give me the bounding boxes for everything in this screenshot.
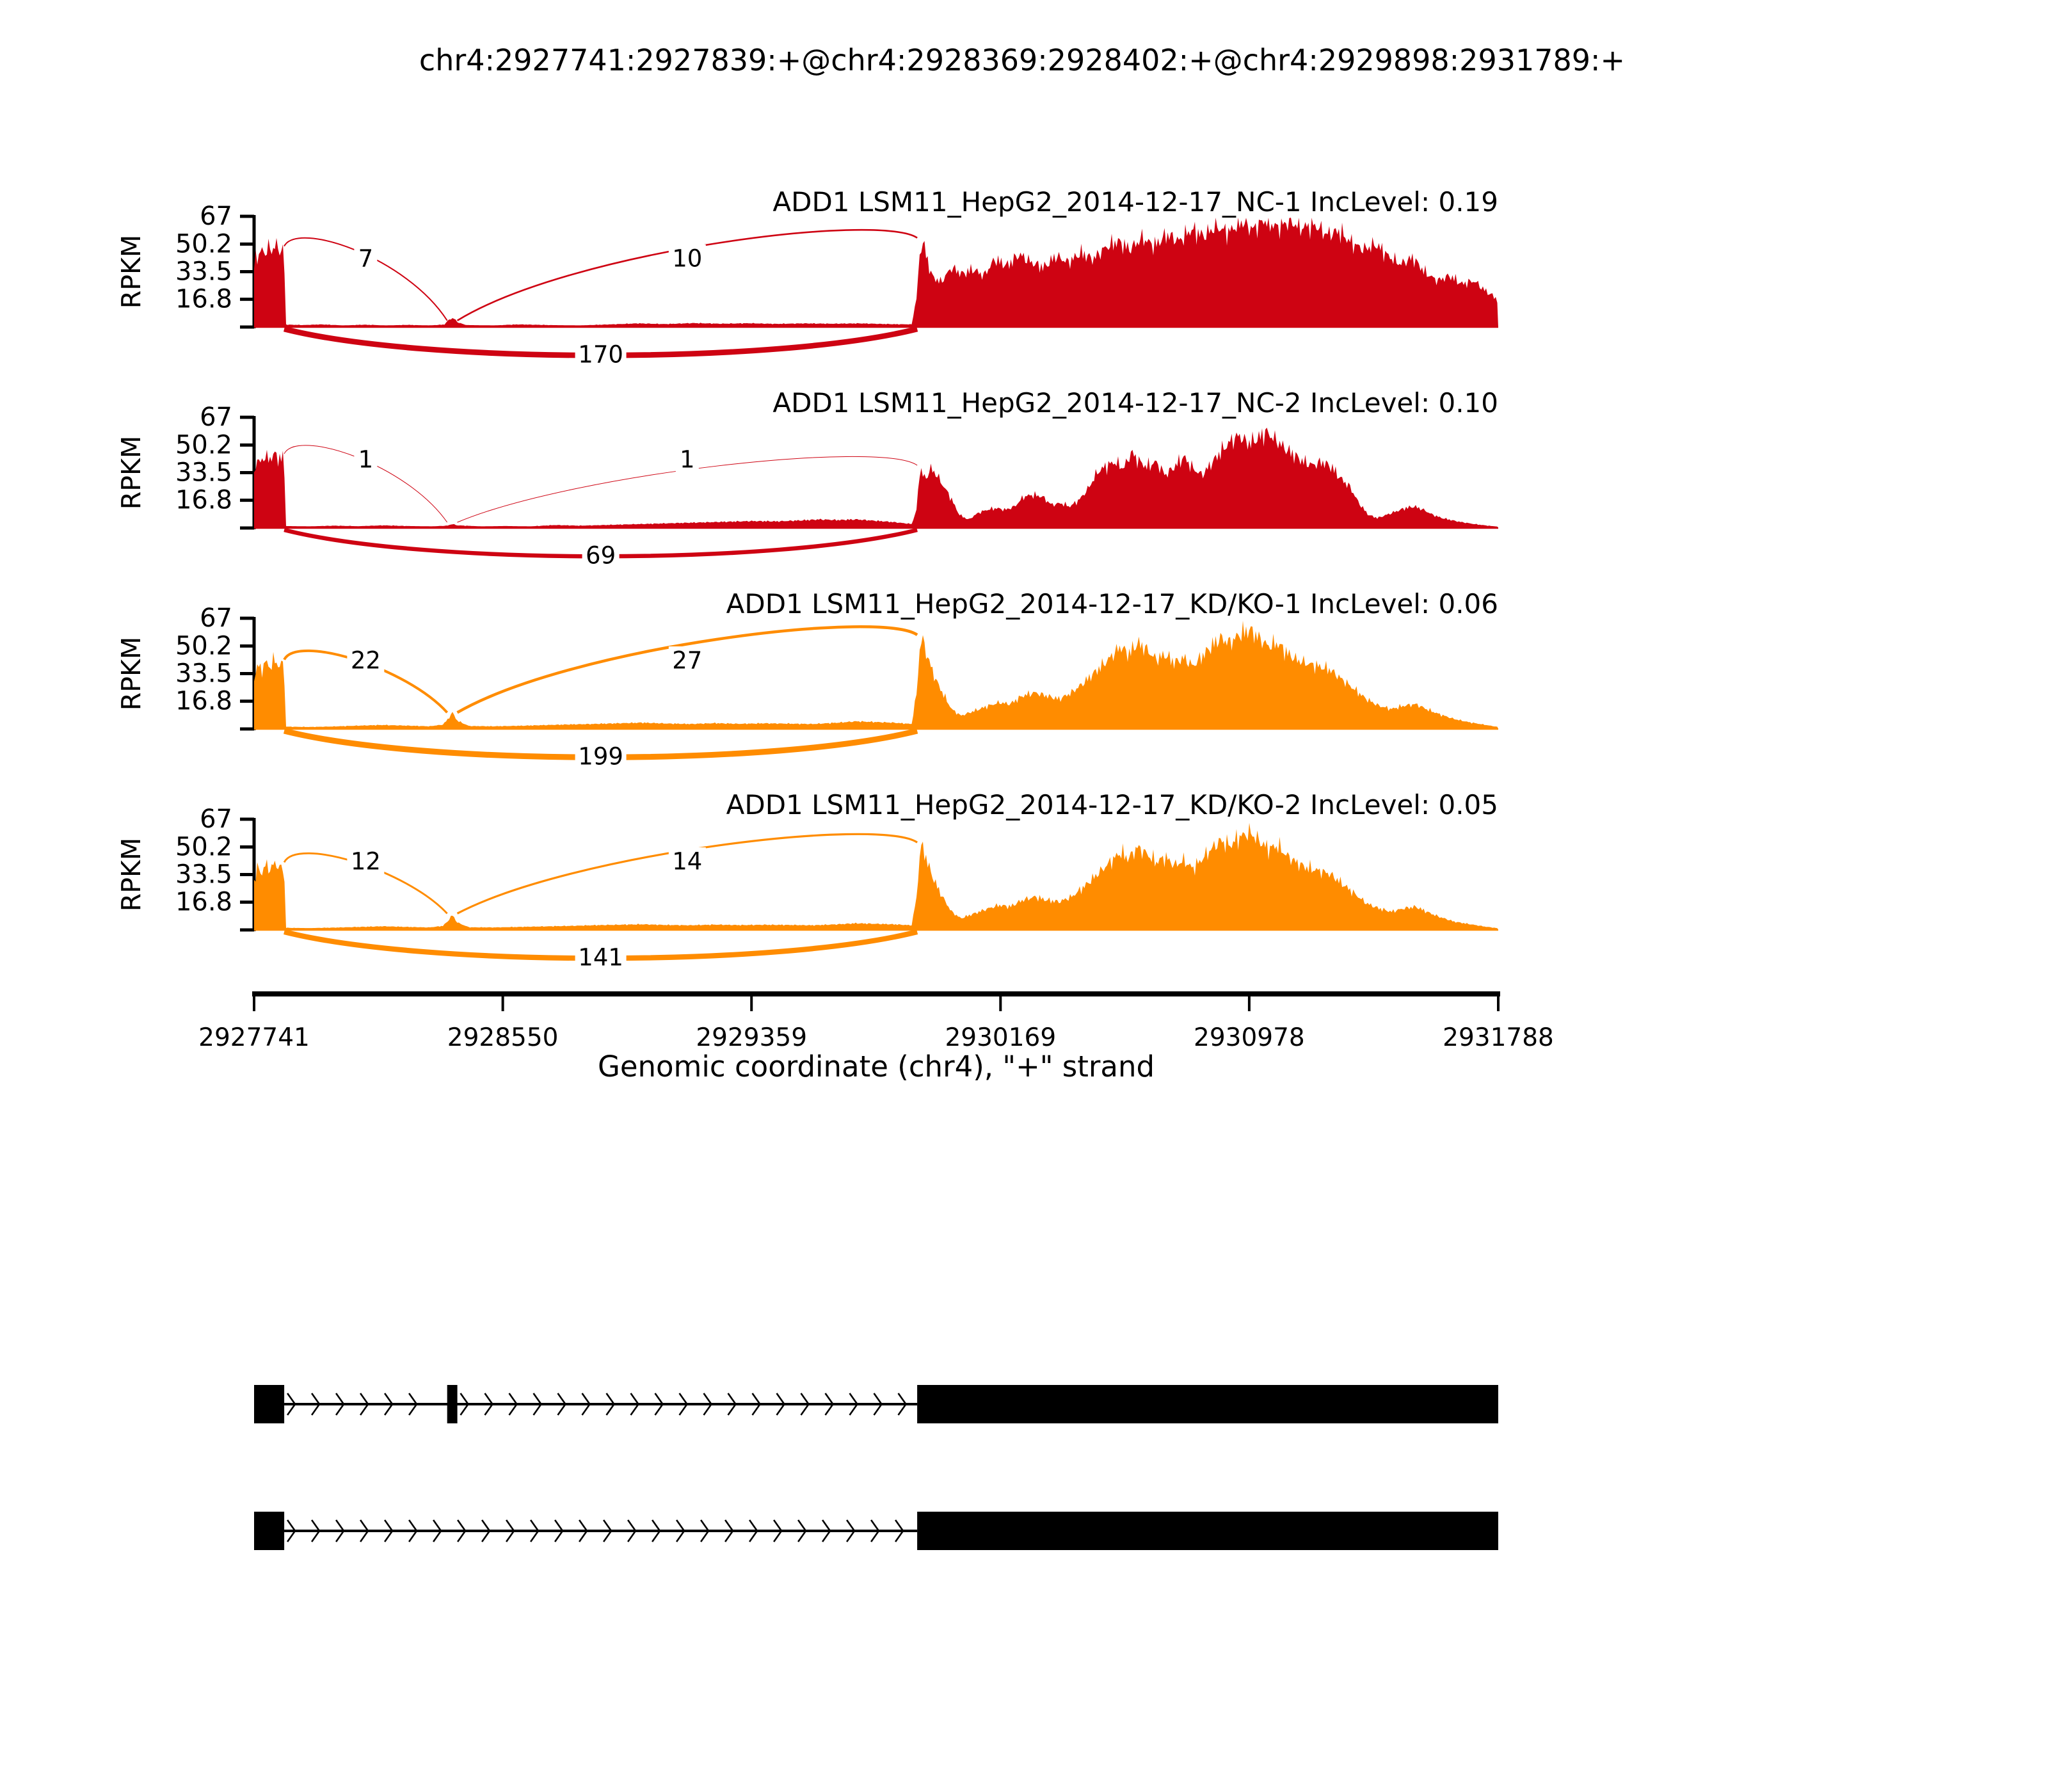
junction-count-label: 10 [672, 244, 703, 273]
track-label: ADD1 LSM11_HepG2_2014-12-17_NC-1 IncLevel: 0.19 [772, 186, 1498, 218]
junction-count-label: 141 [578, 943, 623, 972]
x-axis-label: Genomic coordinate (chr4), "+" strand [597, 1050, 1155, 1084]
y-tick-label: 16.8 [175, 686, 232, 716]
x-tick-label: 2930978 [1194, 1023, 1305, 1052]
y-axis-title: RPKM [116, 837, 147, 912]
y-tick-label: 50.2 [175, 430, 232, 460]
y-tick-label: 33.5 [175, 659, 232, 689]
junction-count-label: 1 [358, 445, 374, 474]
y-tick-label: 16.8 [175, 485, 232, 515]
x-tick-label: 2928550 [447, 1023, 559, 1052]
y-tick-label: 67 [200, 202, 232, 231]
y-tick-label: 67 [200, 604, 232, 633]
junction-count-label: 1 [680, 445, 695, 474]
y-tick-label: 67 [200, 403, 232, 432]
track-label: ADD1 LSM11_HepG2_2014-12-17_NC-2 IncLevel: 0.10 [772, 387, 1498, 419]
y-tick-label: 33.5 [175, 257, 232, 287]
x-tick-label: 2930169 [945, 1023, 1057, 1052]
y-tick-label: 50.2 [175, 229, 232, 259]
track-label: ADD1 LSM11_HepG2_2014-12-17_KD/KO-1 IncLevel: 0.06 [726, 588, 1498, 620]
y-tick-label: 50.2 [175, 631, 232, 661]
x-tick-label: 2929359 [696, 1023, 808, 1052]
junction-count-label: 22 [350, 646, 381, 675]
y-tick-label: 33.5 [175, 860, 232, 890]
y-tick-label: 67 [200, 804, 232, 834]
junction-count-label: 170 [578, 340, 623, 369]
junction-count-label: 27 [672, 646, 703, 675]
track-label: ADD1 LSM11_HepG2_2014-12-17_KD/KO-2 IncLevel: 0.05 [726, 789, 1498, 820]
y-tick-label: 33.5 [175, 458, 232, 488]
y-tick-label: 50.2 [175, 832, 232, 862]
y-axis-title: RPKM [116, 234, 147, 309]
junction-count-label: 199 [578, 742, 623, 771]
transcript-exon [917, 1385, 1498, 1423]
x-tick-label: 2931788 [1443, 1023, 1554, 1052]
y-tick-label: 16.8 [175, 284, 232, 314]
transcript-exon [447, 1385, 458, 1423]
junction-count-label: 12 [350, 847, 381, 876]
y-axis-title: RPKM [116, 435, 147, 510]
figure-title: chr4:2927741:2927839:+@chr4:2928369:2928402:+@chr4:2929898:2931789:+ [419, 43, 1626, 77]
transcript-exon [254, 1385, 284, 1423]
junction-count-label: 14 [672, 847, 703, 876]
y-axis-title: RPKM [116, 636, 147, 711]
junction-count-label: 7 [358, 244, 374, 273]
x-tick-label: 2927741 [198, 1023, 310, 1052]
y-tick-label: 16.8 [175, 887, 232, 917]
transcript-exon [917, 1512, 1498, 1550]
transcript-exon [254, 1512, 284, 1550]
junction-count-label: 69 [586, 541, 616, 570]
